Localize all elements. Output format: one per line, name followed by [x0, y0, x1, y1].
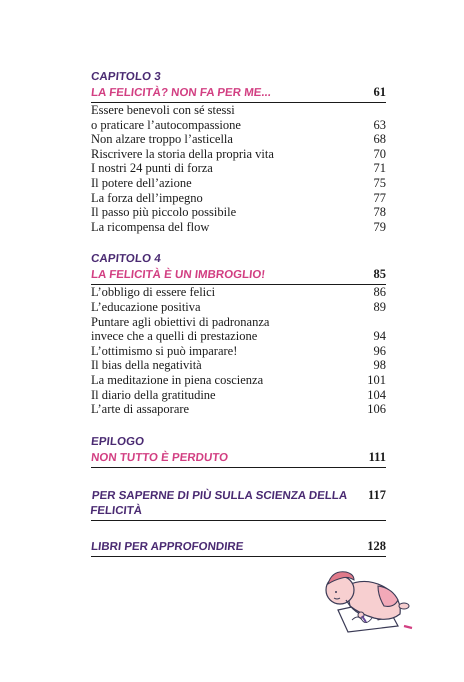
- entry-page: 71: [373, 161, 386, 176]
- entry-page: 94: [373, 329, 386, 344]
- entry-label: Il passo più piccolo possibile: [91, 205, 237, 220]
- entry-label: L’obbligo di essere felici: [91, 285, 216, 300]
- chapter-title-row: [91, 267, 386, 285]
- chapter-3: [91, 70, 386, 234]
- toc-entry: [91, 147, 386, 162]
- toc-entry: [91, 344, 386, 359]
- entry-page: 101: [367, 372, 386, 387]
- entry-page: 77: [373, 190, 386, 205]
- entry-page: [360, 103, 386, 118]
- chapter-label: CAPITOLO 4: [90, 253, 162, 266]
- toc-entry: [91, 161, 386, 176]
- entry-page: 78: [373, 205, 386, 220]
- chapter-title: LA FELICITÀ È UN IMBROGLIO!: [90, 269, 266, 282]
- toc-entry: [91, 300, 386, 315]
- entry-page: 96: [373, 343, 386, 358]
- toc-entry: [91, 402, 386, 417]
- entry-label: Essere benevoli con sé stessi: [91, 103, 235, 117]
- entry-label: Il potere dell’azione: [91, 175, 192, 190]
- toc-entry: [91, 388, 386, 403]
- entry-page: 79: [373, 219, 386, 234]
- toc-entry: [91, 132, 386, 147]
- entry-page: 89: [373, 299, 386, 314]
- epilogue-title-row: [91, 450, 386, 468]
- entry-label: La forza dell’impegno: [91, 190, 203, 205]
- entry-label: L’ottimismo si può imparare!: [91, 343, 238, 358]
- entry-label: La meditazione in piena coscienza: [91, 372, 264, 387]
- epilogue: [91, 435, 386, 468]
- entry-label: invece che a quelli di prestazione: [91, 329, 258, 344]
- chapter-label: CAPITOLO 3: [90, 71, 162, 83]
- entry-label: Il bias della negatività: [91, 358, 202, 373]
- toc-entry: [91, 358, 386, 373]
- entry-label: o praticare l’autocompassione: [91, 117, 241, 132]
- toc-entry: [91, 191, 386, 206]
- toc-entry: [91, 176, 386, 191]
- toc-entry: [91, 220, 386, 235]
- entry-page: 98: [373, 358, 386, 373]
- further-reading-row: [91, 488, 386, 521]
- books-page: 128: [367, 538, 386, 553]
- chapter-4: [91, 252, 386, 416]
- entry-page: [360, 315, 386, 330]
- entry-page: 86: [373, 285, 386, 300]
- toc-entry: [91, 205, 386, 220]
- books-row: [91, 539, 386, 557]
- toc-entry: [91, 373, 386, 388]
- further-reading-title: PER SAPERNE DI PIÙ SULLA SCIENZA DELLA FELICITÀ: [89, 489, 348, 517]
- entry-label: Puntare agli obiettivi di padronanza: [91, 314, 270, 329]
- entry-label: Il diario della gratitudine: [91, 387, 216, 402]
- books-title: LIBRI PER APPROFONDIRE: [90, 540, 244, 553]
- epilogue-title: NON TUTTO È PERDUTO: [90, 451, 229, 464]
- chapter-title: LA FELICITÀ? NON FA PER ME...: [90, 87, 272, 99]
- further-reading-page: 117: [367, 487, 386, 502]
- floor-crayon-icon: [404, 626, 412, 628]
- entry-label: L’arte di assaporare: [91, 402, 190, 417]
- chapter-page: 85: [373, 267, 386, 282]
- toc-entry: [91, 315, 386, 330]
- toc-entry: [91, 285, 386, 300]
- entry-page: 63: [373, 117, 386, 132]
- chapter-title-row: [91, 85, 386, 103]
- chapter-page: 61: [373, 85, 386, 99]
- entry-label: L’educazione positiva: [91, 299, 201, 314]
- entry-page: 70: [373, 146, 386, 161]
- epilogue-page: 111: [368, 449, 386, 464]
- toc-entry: [91, 118, 386, 133]
- entry-page: 68: [373, 132, 386, 147]
- child-drawing-illustration: [316, 556, 416, 634]
- entry-page: 106: [367, 402, 386, 417]
- entry-label: La ricompensa del flow: [91, 219, 210, 234]
- entry-label: Riscrivere la storia della propria vita: [91, 146, 274, 161]
- toc-entry: [91, 329, 386, 344]
- entry-label: Non alzare troppo l’asticella: [91, 132, 233, 147]
- entry-page: 75: [373, 175, 386, 190]
- epilogue-label: EPILOGO: [90, 435, 145, 448]
- entry-label: I nostri 24 punti di forza: [91, 161, 213, 176]
- toc-entry: [91, 103, 386, 118]
- entry-page: 104: [367, 387, 386, 402]
- table-of-contents: [91, 70, 386, 575]
